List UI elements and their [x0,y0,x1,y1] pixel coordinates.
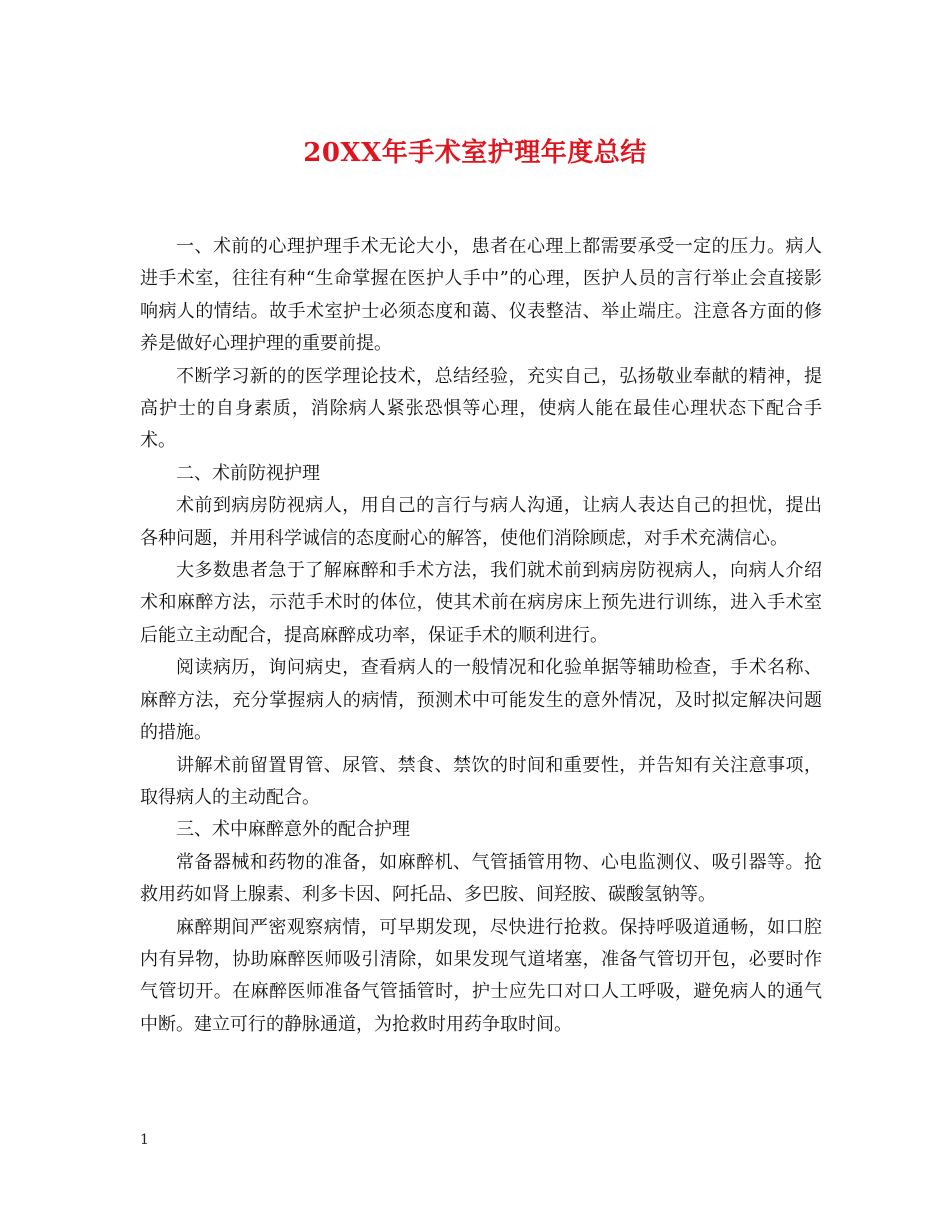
page-number: 1 [140,1132,149,1148]
body-paragraph: 大多数患者急于了解麻醉和手术方法，我们就术前到病房防视病人，向病人介绍术和麻醉方法，示范手术时的体位，使其术前在病房床上预先进行训练，进入手术室后能立主动配合，提高麻醉成功率，保证手术的顺利进行。 [140,560,822,646]
body-paragraph: 常备器械和药物的准备，如麻醉机、气管插管用物、心电监测仪、吸引器等。抢救用药如肾上腺素、利多卡因、阿托品、多巴胺、间羟胺、碳酸氢钠等。 [140,851,822,906]
document-title: 20XX年手术室护理年度总结 [303,138,647,168]
body-paragraph: 阅读病历，询问病史，查看病人的一般情况和化验单据等辅助检查，手术名称、麻醉方法，充分掌握病人的病情，预测术中可能发生的意外情况，及时拟定解决问题的措施。 [140,657,822,744]
document-body [140,231,822,1041]
section-heading: 三、术中麻醉意外的配合护理 [176,819,410,841]
body-paragraph: 麻醉期间严密观察病情，可早期发现，尽快进行抢救。保持呼吸道通畅，如口腔内有异物，协助麻醉医师吸引清除，如果发现气道堵塞，准备气管切开包，必要时作气管切开。在麻醉医师准备气管插管时，护士应先口对口人工呼吸，避免病人的通气中断。建立可行的静脉通道，为抢救时用药争取时间。 [140,916,822,1035]
body-paragraph: 不断学习新的的医学理论技术，总结经验，充实自己，弘扬敬业奉献的精神，提高护士的自身素质，消除病人紧张恐惧等心理，使病人能在最佳心理状态下配合手术。 [140,365,822,452]
section-heading: 二、术前防视护理 [176,462,320,484]
body-paragraph: 讲解术前留置胃管、尿管、禁食、禁饮的时间和重要性，并告知有关注意事项，取得病人的主动配合。 [140,754,822,808]
body-paragraph: 一、术前的心理护理手术无论大小，患者在心理上都需要承受一定的压力。病人进手术室，往往有种“生命掌握在医护人手中”的心理，医护人员的言行举止会直接影响病人的情结。故手术室护士必须态度和蔼、仪表整洁、举止端庄。注意各方面的修养是做好心理护理的重要前提。 [140,236,822,355]
body-paragraph: 术前到病房防视病人，用自己的言行与病人沟通，让病人表达自己的担忧，提出各种问题，并用科学诚信的态度耐心的解答，使他们消除顾虑，对手术充满信心。 [140,495,822,549]
